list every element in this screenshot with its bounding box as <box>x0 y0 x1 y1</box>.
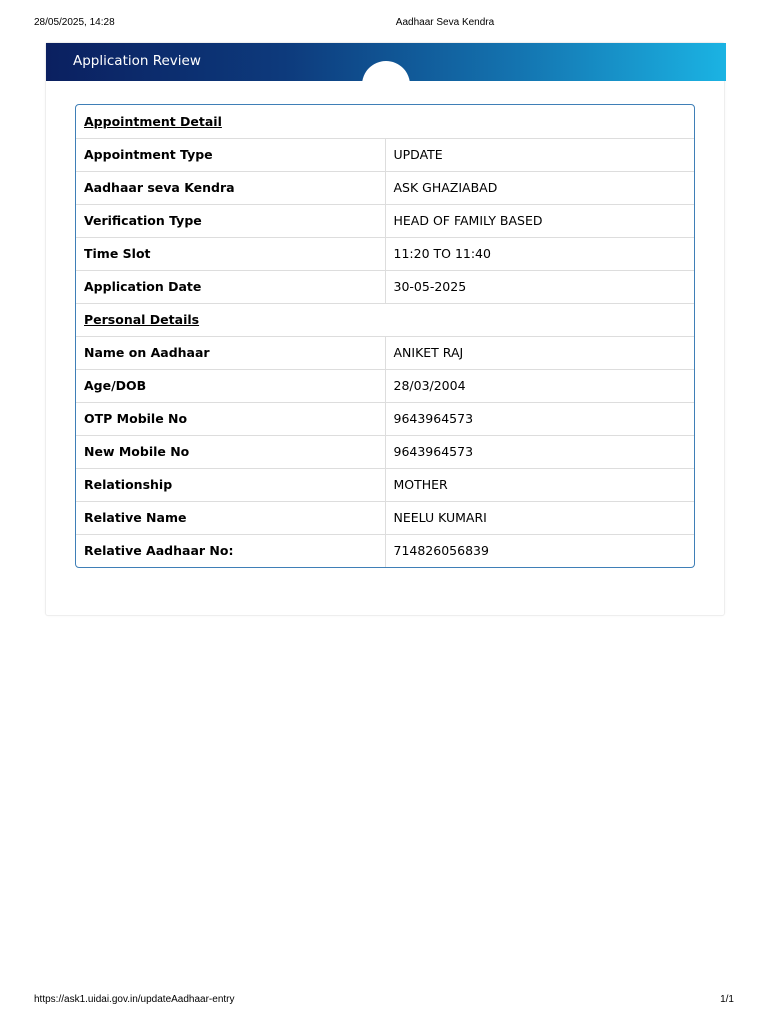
table-row <box>76 402 694 435</box>
banner-circle-decoration <box>362 61 410 81</box>
row-value: ASK GHAZIABAD <box>385 171 694 204</box>
section-row-personal <box>76 303 694 336</box>
row-value: ANIKET RAJ <box>385 336 694 369</box>
table-row <box>76 171 694 204</box>
row-label: Application Date <box>76 270 385 303</box>
row-label: Age/DOB <box>76 369 385 402</box>
row-value: MOTHER <box>385 468 694 501</box>
row-label: Time Slot <box>76 237 385 270</box>
section-heading-appointment-detail: Appointment Detail <box>76 105 694 138</box>
section-row-appointment <box>76 105 694 138</box>
table-row <box>76 501 694 534</box>
row-label: Relative Name <box>76 501 385 534</box>
row-value: 9643964573 <box>385 435 694 468</box>
row-value: HEAD OF FAMILY BASED <box>385 204 694 237</box>
table-row <box>76 336 694 369</box>
table-row <box>76 468 694 501</box>
banner <box>46 43 726 81</box>
table-row <box>76 534 694 567</box>
application-review-card <box>45 42 725 616</box>
table-row <box>76 138 694 171</box>
print-page-number: 1/1 <box>720 994 734 1005</box>
row-value: 714826056839 <box>393 543 489 559</box>
row-value: 11:20 TO 11:40 <box>385 237 694 270</box>
row-label: Relative Aadhaar No: <box>76 534 385 567</box>
print-page-title: Aadhaar Seva Kendra <box>395 17 495 28</box>
row-label: Appointment Type <box>76 138 385 171</box>
row-value: UPDATE <box>385 138 694 171</box>
review-table-container <box>75 104 695 568</box>
table-row <box>76 369 694 402</box>
row-value: 30-05-2025 <box>385 270 694 303</box>
row-value: 9643964573 <box>385 402 694 435</box>
row-label: Name on Aadhaar <box>76 336 385 369</box>
banner-title: Application Review <box>73 53 201 69</box>
row-value: NEELU KUMARI <box>385 501 694 534</box>
print-url: https://ask1.uidai.gov.in/updateAadhaar-entry <box>34 994 235 1005</box>
table-row <box>76 204 694 237</box>
table-row <box>76 237 694 270</box>
table-row <box>76 270 694 303</box>
row-value: 28/03/2004 <box>385 369 694 402</box>
row-label: Aadhaar seva Kendra <box>76 171 385 204</box>
row-label: Verification Type <box>76 204 385 237</box>
section-heading-personal-details: Personal Details <box>76 303 694 336</box>
row-label: New Mobile No <box>76 435 385 468</box>
row-label: Relationship <box>76 468 385 501</box>
row-label: OTP Mobile No <box>76 402 385 435</box>
review-table <box>76 105 694 567</box>
table-row <box>76 435 694 468</box>
print-datetime: 28/05/2025, 14:28 <box>34 17 115 28</box>
